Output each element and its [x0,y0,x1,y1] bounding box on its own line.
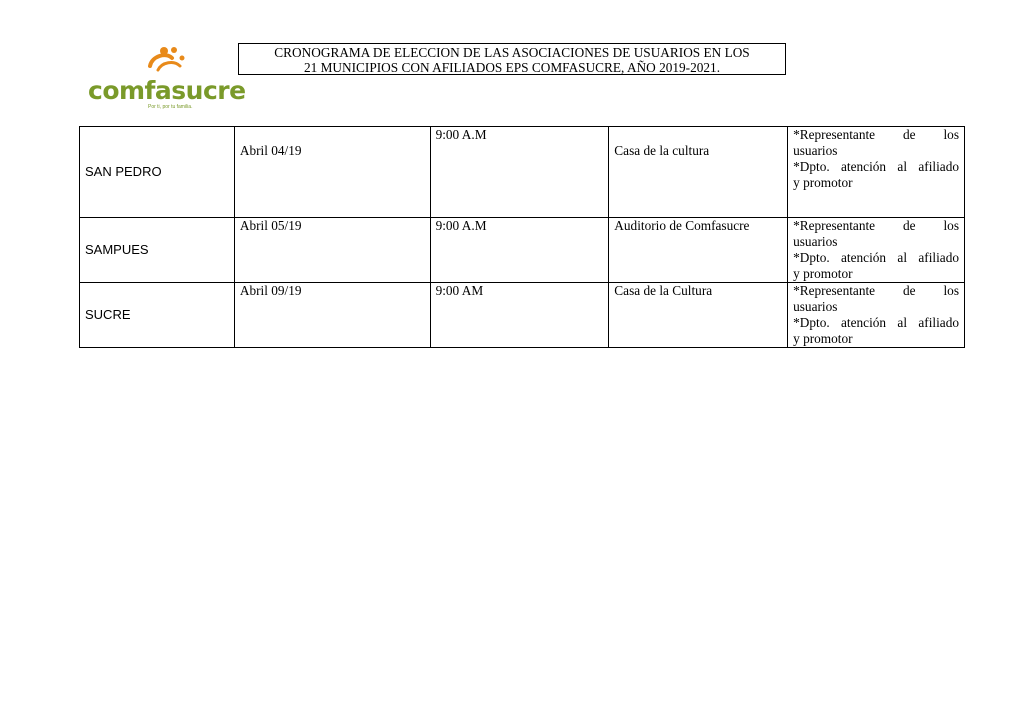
lugar-cell: Casa de la Cultura [609,283,788,348]
municipio-cell: SUCRE [80,283,235,348]
schedule-table [79,126,965,348]
table-row [80,218,965,283]
asistentes-line: *Dpto. atención al afiliado [793,315,959,330]
asistentes-line: usuarios [793,234,838,249]
asistentes-line: *Representante de los [793,127,959,142]
municipio-cell: SAN PEDRO [80,127,235,218]
asistentes-line: *Dpto. atención al afiliado [793,159,959,174]
hora-cell: 9:00 A.M [430,127,609,218]
table-row [80,283,965,348]
asistentes-cell [788,218,965,283]
asistentes-cell [788,127,965,218]
hora-cell: 9:00 A.M [430,218,609,283]
hora-cell: 9:00 AM [430,283,609,348]
table-row [80,127,965,218]
asistentes-line: usuarios [793,143,838,158]
lugar-cell: Casa de la cultura [609,127,788,218]
document-title [238,43,786,75]
family-icon [144,44,194,78]
asistentes-line: *Representante de los [793,218,959,233]
asistentes-line: y promotor [793,266,853,281]
asistentes-line: *Representante de los [793,283,959,298]
title-line-1: CRONOGRAMA DE ELECCION DE LAS ASOCIACIONES DE USUARIOS EN LOS [274,45,750,60]
fecha-cell: Abril 04/19 [234,127,430,218]
fecha-cell: Abril 09/19 [234,283,430,348]
title-line-2: 21 MUNICIPIOS CON AFILIADOS EPS COMFASUCRE, AÑO 2019-2021. [303,60,721,75]
municipio-cell: SAMPUES [80,218,235,283]
comfasucre-logo [88,44,248,116]
logo-wordmark: comfasucre [88,76,246,105]
lugar-cell: Auditorio de Comfasucre [609,218,788,283]
asistentes-line: y promotor [793,175,853,190]
asistentes-cell [788,283,965,348]
asistentes-line: *Dpto. atención al afiliado [793,250,959,265]
asistentes-line: usuarios [793,299,838,314]
asistentes-line: y promotor [793,331,853,346]
logo-tagline: Por ti, por tu familia. [148,104,193,110]
fecha-cell: Abril 05/19 [234,218,430,283]
